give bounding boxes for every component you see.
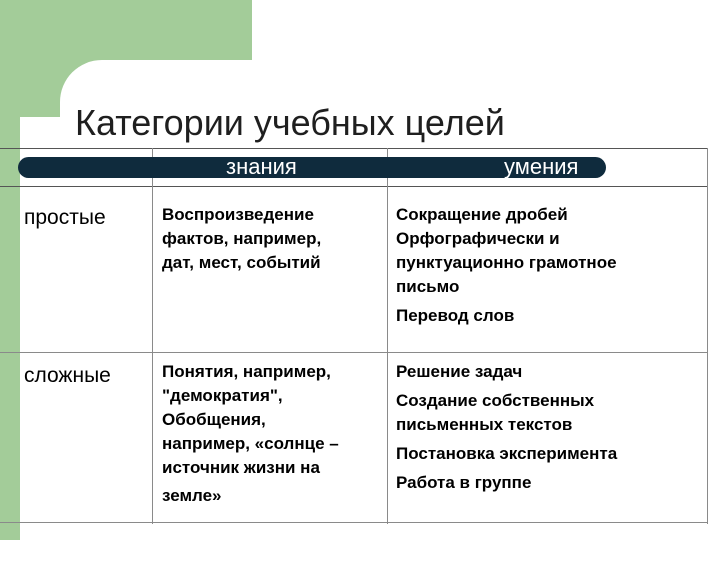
table-right-border [707,148,708,524]
cell-line: письменных текстов [396,415,573,434]
cell-line: Работа в группе [396,473,532,492]
cell-simple-knowledge [162,203,321,275]
cell-line: Воспроизведение [162,205,314,224]
cell-simple-skills [396,203,617,328]
cell-line: пунктуационно грамотное [396,253,617,272]
cell-line: Понятия, например, [162,362,331,381]
cell-line: Обобщения, [162,410,266,429]
cell-line: фактов, например, [162,229,322,248]
header-skills: умения [504,154,579,179]
column-divider-2 [387,148,388,524]
cell-line: например, «солнце – [162,434,339,453]
cell-line: Орфографически и [396,229,560,248]
cell-line: источник жизни на [162,458,320,477]
column-divider-1 [152,148,153,524]
cell-line: Решение задач [396,362,523,381]
cell-line: Сокращение дробей [396,205,568,224]
cell-complex-knowledge [162,360,339,508]
cell-complex-skills [396,360,617,495]
table-header [0,148,708,187]
slide-title: Категории учебных целей [75,102,505,143]
cell-line: Перевод слов [396,306,515,325]
cell-line: Постановка эксперимента [396,444,618,463]
row-label-simple: простые [24,206,106,229]
cell-line: земле» [162,486,222,505]
table-bottom-border [0,522,708,523]
cell-line: письмо [396,277,460,296]
cell-line: Создание собственных [396,391,595,410]
cell-line: дат, мест, событий [162,253,321,272]
goals-table [0,148,708,524]
cell-line: "демократия", [162,386,283,405]
row-label-complex: сложные [24,364,111,387]
header-knowledge: знания [226,154,297,179]
row-divider [0,352,708,353]
